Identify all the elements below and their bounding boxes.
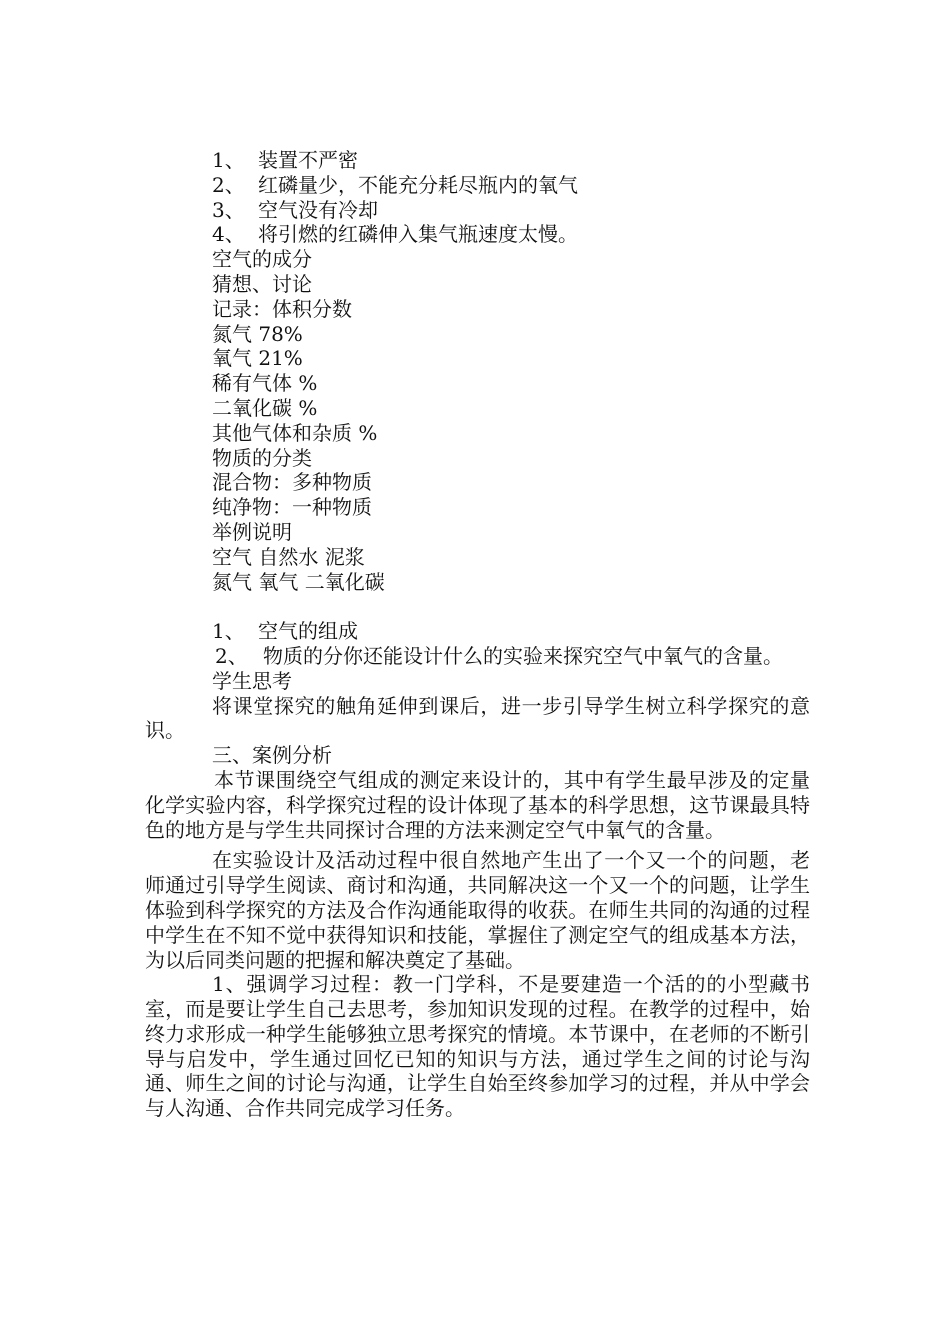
reason-text: 将引燃的红磷伸入集气瓶速度太慢。 [258, 222, 578, 247]
reason-text: 装置不严密 [258, 148, 358, 172]
case-paragraph-3: 1、强调学习过程：教一门学科，不是要建造一个活的的小型藏书室，而是要让学生自己去思考，参加知识发现的过程。在教学的过程中，始终力求形成一种学生能够独立思考探究的情境。本节课中，在老师的不断引导与启发中，学生通过回忆已知的知识与方法，通过学生之间的讨论与沟通、师生之间的讨论与沟通，让学生自始至终参加学习的过程，并从中学会与人沟通、合作共同完成学习任务。 [145, 972, 810, 1121]
reason-text: 红磷量少，不能充分耗尽瓶内的氧气 [258, 172, 578, 197]
mixture-examples-line: 空气 自然水 泥浆 [212, 544, 365, 569]
reason-item-2 [145, 173, 810, 198]
reason-number: 3、 [212, 197, 245, 222]
reason-text: 空气没有冷却 [258, 197, 378, 222]
rare-gas-line: 稀有气体 % [212, 371, 318, 396]
composition-heading: 空气的成分 [212, 247, 312, 272]
case-analysis-heading: 三、案例分析 [212, 743, 332, 768]
reason-number: 1、 [212, 148, 245, 172]
record-line: 记录：体积分数 [212, 296, 352, 321]
summary-text: 物质的分你还能设计什么的实验来探究空气中氧气的含量。 [263, 643, 783, 668]
extension-paragraph: 将课堂探究的触角延伸到课后，进一步引导学生树立科学探究的意识。 [145, 693, 810, 743]
summary-text: 空气的组成 [258, 619, 358, 644]
reason-item-1 [145, 148, 810, 173]
summary-number: 2、 [215, 643, 248, 668]
reason-number: 2、 [212, 172, 245, 197]
examples-heading: 举例说明 [212, 519, 292, 544]
blank-line [145, 594, 810, 619]
student-thinking-line: 学生思考 [212, 668, 292, 693]
mixture-line: 混合物：多种物质 [212, 470, 372, 495]
reason-item-3 [145, 198, 810, 223]
nitrogen-line: 氮气 78% [212, 321, 303, 346]
summary-item-1 [145, 619, 810, 644]
case-paragraph-2: 在实验设计及活动过程中很自然地产生出了一个又一个的问题，老师通过引导学生阅读、商讨和沟通，共同解决这一个又一个的问题，让学生体验到科学探究的方法及合作沟通能取得的收获。在师生共同的沟通的过程中学生在不知不觉中获得知识和技能，掌握住了测定空气的组成基本方法，为以后同类问题的把握和解决奠定了基础。 [145, 848, 810, 972]
guess-discuss-line: 猜想、讨论 [212, 271, 312, 296]
pure-examples-line: 氮气 氧气 二氧化碳 [212, 569, 385, 594]
document-body [145, 148, 810, 1121]
reason-number: 4、 [212, 222, 245, 247]
summary-number: 1、 [212, 619, 245, 644]
other-gas-line: 其他气体和杂质 % [212, 420, 378, 445]
pure-substance-line: 纯净物：一种物质 [212, 495, 372, 520]
case-paragraph-1: 本节课围绕空气组成的测定来设计的，其中有学生最早涉及的定量化学实验内容，科学探究过程的设计体现了基本的科学思想，这节课最具特色的地方是与学生共同探讨合理的方法来测定空气中氧气的含量。 [145, 767, 810, 842]
reason-item-4 [145, 222, 810, 247]
summary-item-2 [145, 644, 810, 669]
oxygen-line: 氧气 21% [212, 346, 303, 371]
classification-heading: 物质的分类 [212, 445, 312, 470]
co2-line: 二氧化碳 % [212, 395, 318, 420]
